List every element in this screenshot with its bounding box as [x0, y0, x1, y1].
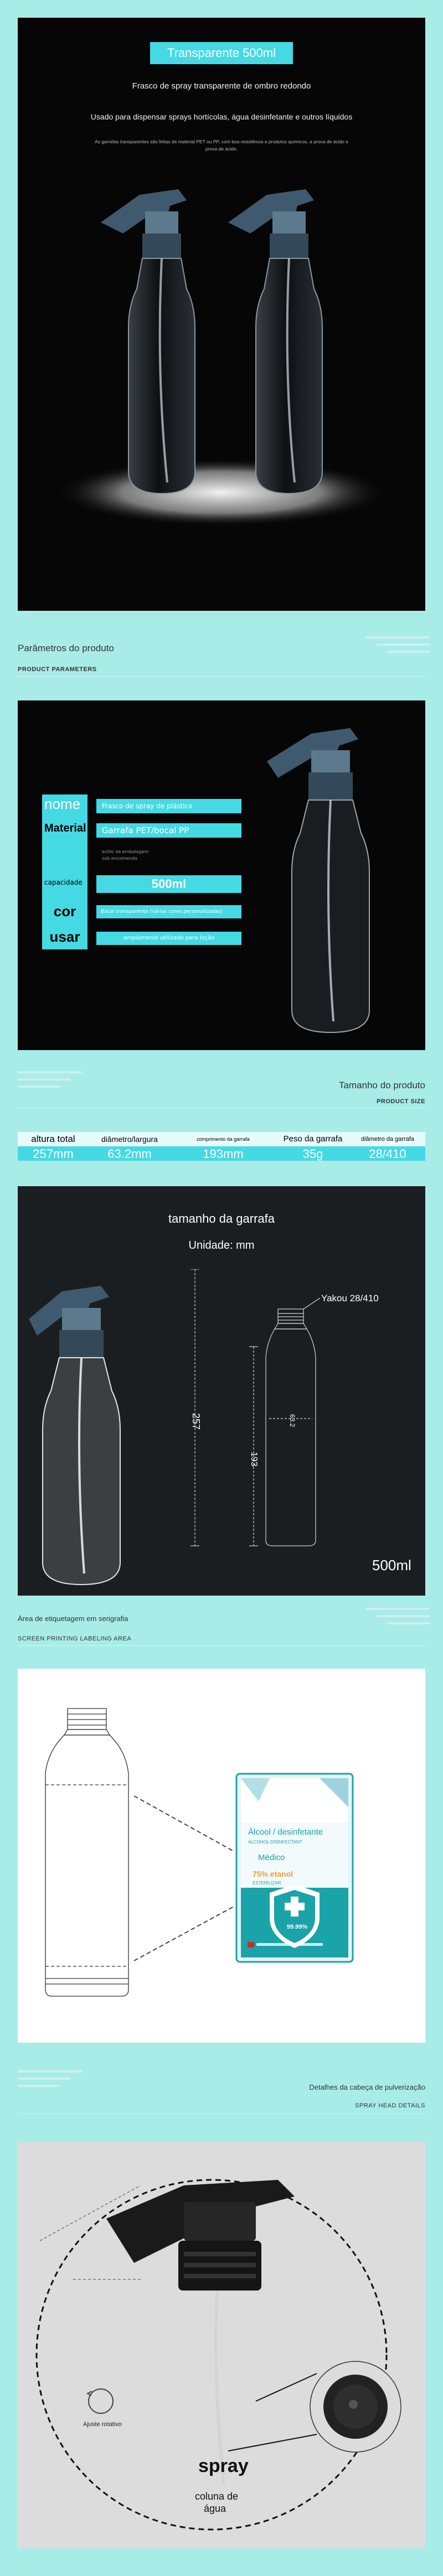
deco-stripe	[18, 1086, 60, 1088]
hero-panel	[18, 18, 425, 611]
params-table	[42, 794, 247, 949]
params-row-label: Material	[44, 822, 86, 834]
size-col-label: Peso da garrafa	[283, 1134, 343, 1144]
params-row-value: 500ml	[96, 875, 241, 893]
params-row-value: Frasco de spray de plástico	[96, 799, 241, 813]
params-row-label: usar	[49, 928, 80, 945]
deco-stripe	[377, 1615, 430, 1617]
size-col	[276, 1132, 350, 1162]
label-title: Álcool / desinfetante	[248, 1827, 323, 1837]
params-row-label: capacidade	[44, 879, 83, 886]
deco-stripe	[377, 643, 430, 646]
size-col-value: 193mm	[203, 1147, 244, 1161]
params-row	[42, 872, 247, 896]
params-divider	[18, 676, 425, 677]
size-capacity: 500ml	[372, 1557, 411, 1573]
size-col-value: 63.2mm	[107, 1147, 152, 1161]
params-bottle-illustration	[256, 711, 422, 1043]
hero-bottle-right	[228, 189, 322, 494]
label-area-divider	[18, 1645, 425, 1646]
hero-bottle-left	[101, 189, 195, 494]
size-col-value: 257mm	[33, 1147, 74, 1161]
deco-stripe	[18, 1078, 71, 1081]
size-col-label: altura total	[31, 1134, 75, 1144]
label-area-drawing	[18, 1669, 425, 2043]
label-shield-text: 99.99%	[287, 1924, 308, 1930]
spray-head-subtitle: SPRAY HEAD DETAILS	[355, 2102, 425, 2109]
spray-head-drawing	[18, 2141, 425, 2548]
size-diagram-panel	[18, 1186, 425, 1596]
spray-head-panel	[18, 2141, 425, 2548]
size-col-label: comprimento da garrafa	[197, 1136, 250, 1142]
label-sub: ALCOHOL DISINFECTANT	[248, 1840, 302, 1845]
params-row-value: amplamente utilizado para loção	[96, 932, 241, 945]
size-title: Tamanho do produto	[339, 1080, 425, 1090]
spray-head-title: Detalhes da cabeça de pulverização	[309, 2083, 425, 2091]
size-col	[89, 1132, 171, 1162]
size-dim-body: 193	[249, 1452, 259, 1467]
hero-note-1: As garrafas transparentes são feitas de material PET ou PP, com boa resistência a produtos químicos, a prova de ácido e	[95, 139, 348, 144]
size-dimension-drawing	[128, 1269, 422, 1590]
label-medico: Médico	[258, 1853, 285, 1862]
spray-water-label-line1: coluna de	[195, 2491, 239, 2502]
label-area-subtitle: SCREEN PRINTING LABELING AREA	[18, 1635, 132, 1642]
deco-stripe	[18, 2070, 82, 2073]
size-col-value: 28/410	[369, 1147, 406, 1161]
size-diagram-title: tamanho da garrafa	[168, 1212, 275, 1225]
label-card	[236, 1774, 353, 1962]
params-title: Parâmetros do produto	[18, 643, 114, 653]
params-row-value: Bocal transparente (várias cores personalizadas)	[96, 905, 241, 918]
spray-label: spray	[198, 2455, 249, 2476]
size-col	[18, 1132, 89, 1162]
label-area-title: Área de etiquetagem em serigrafia	[18, 1614, 128, 1623]
spray-nozzle-closeup	[323, 2375, 388, 2439]
size-dim-height: 257	[190, 1413, 202, 1430]
params-row-label: cor	[53, 903, 76, 920]
size-neck-label: Yakou 28/410	[321, 1293, 379, 1303]
params-row	[42, 900, 247, 924]
hero-badge: Transparente 500ml	[150, 42, 293, 64]
size-col-value: 35g	[302, 1147, 323, 1161]
deco-stripe	[18, 2078, 71, 2080]
params-row	[42, 794, 247, 817]
params-subtitle: PRODUCT PARAMETERS	[18, 666, 97, 673]
size-table	[18, 1132, 425, 1161]
params-row	[42, 843, 247, 868]
deco-stripe	[365, 1608, 430, 1610]
size-col-label: diâmetro/largura	[101, 1135, 158, 1144]
deco-stripe	[365, 636, 430, 638]
deco-stripe	[388, 651, 430, 653]
params-row-value: estilo da embalagem sob encomenda	[102, 849, 149, 861]
params-row	[42, 819, 247, 841]
spray-water-label	[195, 2491, 241, 2514]
label-sub2: ESTERILIZAR	[253, 1881, 281, 1886]
params-row-label: nome	[44, 796, 81, 812]
params-row	[42, 926, 247, 949]
spray-rotate-label: Ajuste rotativo	[83, 2421, 122, 2428]
size-col	[350, 1132, 425, 1162]
params-panel	[18, 700, 425, 1050]
hero-bottles-illustration	[18, 162, 425, 604]
size-dim-width: 63.2	[289, 1414, 296, 1427]
params-row-value: Garrafa PET/bocal PP	[96, 823, 241, 838]
deco-stripe	[18, 1071, 82, 1073]
deco-stripe	[18, 2085, 60, 2087]
deco-stripe	[388, 1622, 430, 1624]
size-unit: Unidade: mm	[188, 1239, 255, 1251]
spray-trigger-head	[106, 2180, 295, 2484]
size-col-label: diâmetro da garrafa	[361, 1136, 414, 1142]
spray-water-label-line2: água	[204, 2503, 226, 2514]
label-percent: 75% etanol	[253, 1869, 293, 1878]
hero-note-2: prova de ácido.	[205, 146, 238, 152]
hero-subtitle: Frasco de spray transparente de ombro redondo	[132, 81, 311, 91]
hero-glow	[55, 458, 388, 527]
label-area-panel	[18, 1669, 425, 2043]
hero-usage: Usado para dispensar sprays hortícolas, água desinfetante e outros líquidos	[90, 112, 353, 121]
size-subtitle: PRODUCT SIZE	[377, 1098, 425, 1105]
spray-head-divider	[18, 2113, 425, 2114]
size-col	[171, 1132, 276, 1162]
